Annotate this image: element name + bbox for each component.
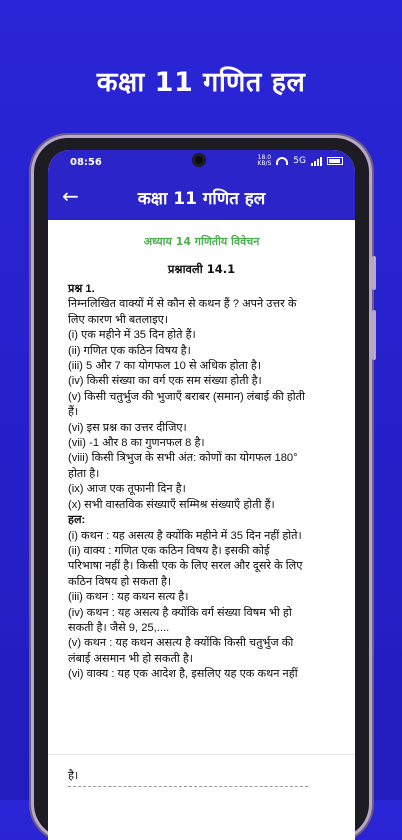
text-line: (v) किसी चतुर्भुज की भुजाएँ बराबर (समान) लंबाई की होती: [68, 390, 305, 403]
text-line: (ix) आज एक तूफानी दिन है।: [68, 483, 186, 496]
text-line: प्रश्न 1.: [68, 283, 95, 295]
power-button: [372, 310, 376, 360]
status-time: 08:56: [70, 157, 102, 168]
back-arrow-icon[interactable]: ←: [62, 184, 79, 208]
text-line: (iii) कथन : यह कथन सत्य है।: [68, 591, 189, 604]
content-area[interactable]: [48, 220, 355, 840]
camera-icon: [192, 153, 206, 167]
text-line: हल:: [68, 514, 86, 527]
cut-off-line: [68, 786, 308, 791]
phone-frame: [34, 138, 369, 838]
promo-banner-title: कक्षा 11 गणित हल: [96, 67, 306, 98]
text-line: (iv) किसी संख्या का वर्ग एक सम संख्या होती है।: [68, 375, 262, 388]
text-line: (iv) कथन : यह असत्य है क्योंकि वर्ग संख्या विषम भी हो: [68, 606, 292, 619]
network-speed: [257, 155, 271, 167]
text-line: (ii) गणित एक कठिन विषय है।: [68, 344, 191, 357]
wifi-icon: [276, 157, 288, 165]
exercise-heading: प्रश्नावली 14.1: [167, 262, 236, 276]
text-line: कठिन विषय हो सकता है।: [68, 575, 172, 588]
signal-icon: [311, 157, 322, 166]
text-line: (v) कथन : यह कथन असत्य है क्योंकि किसी चतुर्भुज की: [68, 637, 294, 650]
status-icons: [257, 155, 343, 167]
text-line: लिए कारण भी बतलाइए।: [68, 313, 169, 326]
divider: [48, 754, 355, 755]
volume-button: [372, 256, 376, 290]
app-title: कक्षा 11 गणित हल: [137, 189, 266, 209]
text-line: (vii) -1 और 8 का गुणनफल 8 है।: [68, 437, 205, 450]
text-line: सकती है। जैसे 9, 25,....: [68, 621, 170, 634]
solution-text: [68, 282, 353, 683]
text-line: होता है।: [68, 467, 100, 480]
text-line: निम्नलिखित वाक्यों में से कौन से कथन हैं ? अपने उत्तर के: [68, 298, 297, 311]
text-line: (iii) 5 और 7 का योगफल 10 से अधिक होता है।: [68, 360, 262, 373]
battery-icon: [327, 157, 343, 165]
solution-text-continued: है।: [68, 770, 79, 782]
speed-unit: KB/S: [257, 160, 272, 167]
speed-value: 18.0: [257, 154, 272, 161]
network-type: 5G: [293, 156, 306, 166]
text-line: (vi) वाक्य : यह एक आदेश है, इसलिए यह एक कथन नहीं: [68, 668, 298, 681]
text-line: (vi) इस प्रश्न का उत्तर दीजिए।: [68, 421, 187, 434]
text-line: (i) एक महीने में 35 दिन होते हैं।: [68, 329, 196, 342]
text-line: (i) कथन : यह असत्य है क्योंकि महीने में 35 दिन नहीं होते।: [68, 529, 302, 542]
text-line: लंबाई असमान भी हो सकती है।: [68, 652, 194, 665]
text-line: (viii) किसी त्रिभुज के सभी अंत: कोणों का योगफल 180°: [68, 452, 298, 465]
text-line: परिभाषा नहीं है। किसी एक के लिए सरल और दूसरे के लिए: [68, 560, 303, 573]
text-line: हैं।: [68, 406, 79, 419]
text-line: (x) सभी वास्तविक संख्याएँ सम्मिश्र संख्याएँ होती हैं।: [68, 498, 275, 511]
status-bar: [48, 150, 355, 174]
text-line: (ii) वाक्य : गणित एक कठिन विषय है। इसकी कोई: [68, 544, 270, 557]
app-screen: [48, 150, 355, 840]
app-bar: [48, 174, 355, 220]
chapter-heading: अध्याय 14 गणितीय विवेचन: [143, 235, 260, 248]
